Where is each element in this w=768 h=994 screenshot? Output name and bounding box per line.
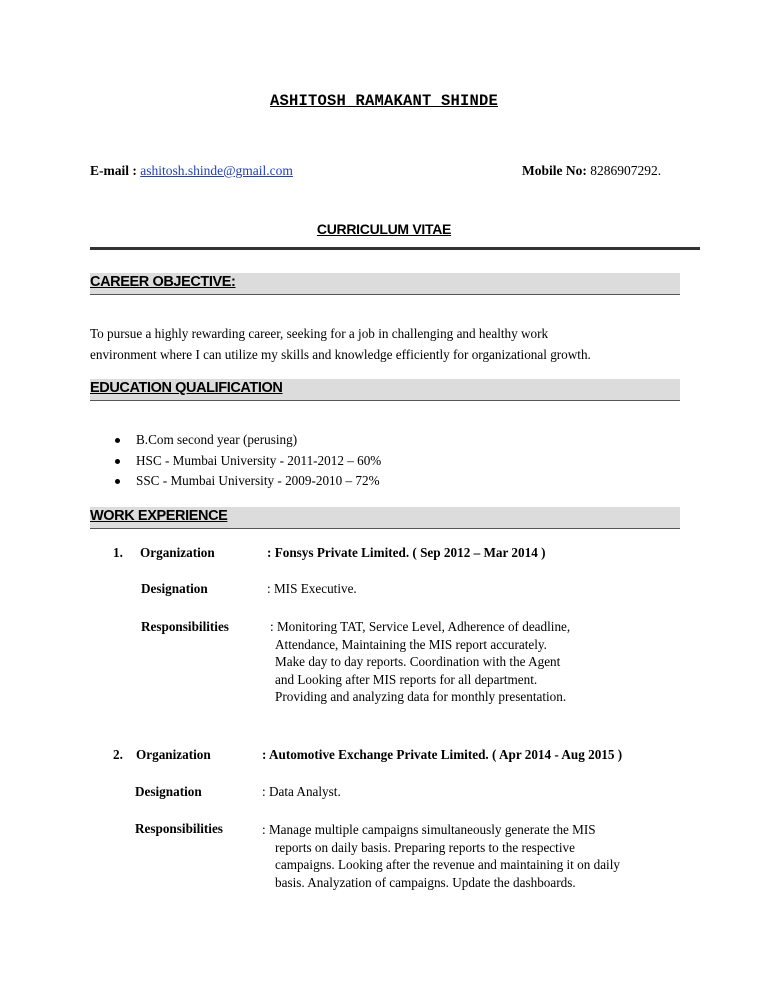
header-divider bbox=[90, 247, 700, 250]
organization-value: : Fonsys Private Limited. ( Sep 2012 – Mar 2014 ) bbox=[267, 545, 546, 560]
mobile-label: Mobile No: bbox=[522, 163, 587, 178]
mobile-line bbox=[522, 163, 661, 179]
email-link[interactable]: ashitosh.shinde@gmail.com bbox=[140, 163, 293, 178]
organization-value: : Automotive Exchange Private Limited. ( Apr 2014 - Aug 2015 ) bbox=[262, 747, 623, 762]
responsibilities-label: Responsibilities bbox=[135, 821, 223, 836]
education-list bbox=[110, 430, 381, 492]
education-section bbox=[90, 379, 680, 401]
education-item: B.Com second year (perusing) bbox=[110, 430, 381, 451]
organization-label: Organization bbox=[136, 747, 211, 762]
responsibility-line: reports on daily basis. Preparing reports to the respective bbox=[275, 839, 575, 855]
objective-line: To pursue a highly rewarding career, seeking for a job in challenging and healthy work bbox=[90, 326, 549, 341]
career-objective-heading: CAREER OBJECTIVE: bbox=[90, 274, 236, 290]
objective-line: environment where I can utilize my skills and knowledge efficiently for organizational growth. bbox=[90, 347, 591, 362]
responsibilities-text bbox=[270, 618, 570, 706]
responsibility-line: Attendance, Maintaining the MIS report accurately. bbox=[275, 636, 547, 652]
designation-value: : Data Analyst. bbox=[262, 784, 341, 799]
work-experience-heading: WORK EXPERIENCE bbox=[90, 508, 228, 524]
responsibilities-label: Responsibilities bbox=[141, 619, 229, 634]
education-heading: EDUCATION QUALIFICATION bbox=[90, 380, 283, 396]
designation-label: Designation bbox=[141, 581, 208, 596]
email-label: E-mail : bbox=[90, 163, 137, 178]
job-number: 2. bbox=[113, 747, 123, 762]
responsibility-line: basis. Analyzation of campaigns. Update the dashboards. bbox=[275, 874, 576, 890]
education-item: SSC - Mumbai University - 2009-2010 – 72% bbox=[110, 471, 381, 492]
designation-value: : MIS Executive. bbox=[267, 581, 357, 596]
document-title: CURRICULUM VITAE bbox=[316, 221, 452, 237]
job-number: 1. bbox=[113, 545, 123, 560]
responsibility-line: Providing and analyzing data for monthly presentation. bbox=[275, 689, 567, 704]
career-objective-text bbox=[90, 323, 690, 365]
responsibilities-text bbox=[262, 821, 620, 891]
responsibility-line: : Monitoring TAT, Service Level, Adherence of deadline, bbox=[270, 619, 571, 634]
mobile-number: 8286907292. bbox=[590, 163, 662, 178]
responsibility-line: campaigns. Looking after the revenue and maintaining it on daily bbox=[275, 857, 620, 872]
organization-label: Organization bbox=[140, 545, 215, 560]
designation-label: Designation bbox=[135, 784, 202, 799]
education-item: HSC - Mumbai University - 2011-2012 – 60% bbox=[110, 451, 381, 472]
career-objective-section bbox=[90, 273, 680, 295]
responsibility-line: and Looking after MIS reports for all department. bbox=[275, 671, 538, 687]
candidate-name: ASHITOSH RAMAKANT SHINDE bbox=[269, 92, 499, 110]
responsibility-line: Make day to day reports. Coordination with the Agent bbox=[275, 654, 561, 669]
responsibility-line: : Manage multiple campaigns simultaneously generate the MIS bbox=[262, 822, 596, 837]
email-line bbox=[90, 163, 293, 179]
work-experience-section bbox=[90, 507, 680, 529]
